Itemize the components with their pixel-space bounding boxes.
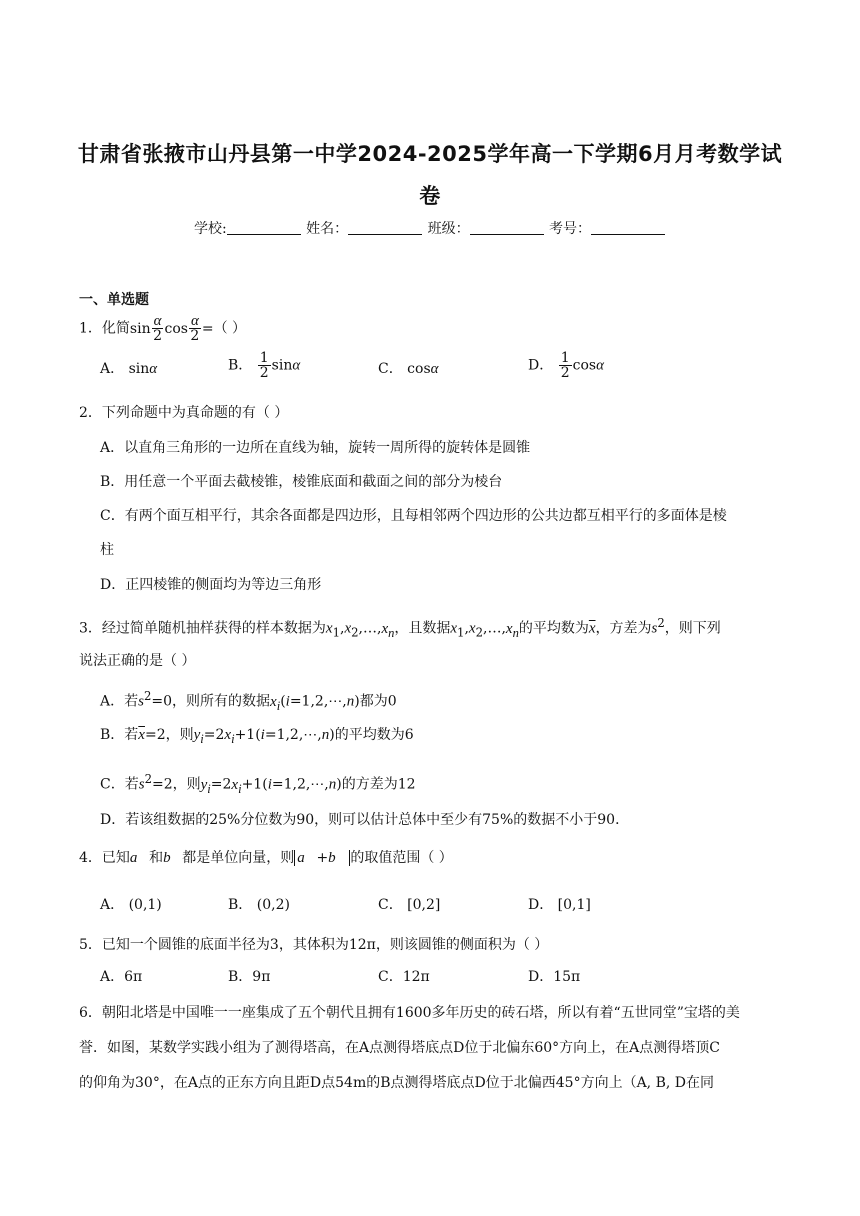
q2-option-b: B．用任意一个平面去截棱锥，棱锥底面和截面之间的部分为棱台 (100, 474, 503, 490)
q2-option-c-continued: 柱 (100, 542, 114, 558)
question-3-stem-continued: 说法正确的是（ ） (79, 653, 196, 669)
section-heading: 一、单选题 (79, 292, 149, 308)
exam-no-blank (591, 221, 665, 235)
q2-option-a: A．以直角三角形的一边所在直线为轴，旋转一周所得的旋转体是圆锥 (100, 440, 531, 456)
q1-option-c: C． cosα (378, 361, 439, 377)
exam-no-label: 考号： (549, 221, 592, 237)
q5-option-d: D．15π (528, 969, 581, 985)
class-blank (470, 221, 544, 235)
question-1-tail: （ ） (213, 320, 247, 337)
q5-option-a: A．6π (100, 969, 143, 985)
q4-option-b: B． (0,2) (228, 897, 290, 913)
school-label: 学校: (193, 221, 227, 237)
q1-option-a: A． sinα (100, 361, 158, 377)
question-4-stem: 4．已知a⃗和b⃗都是单位向量，则 a⃗+b⃗ 的取值范围（ ） (79, 850, 453, 866)
q5-option-c: C．12π (378, 969, 430, 985)
question-6-line-2: 誉．如图，某数学实践小组为了测得塔高，在A点测得塔底点D位于北偏东60°方向上，在A点测得塔顶C (79, 1040, 720, 1056)
name-blank (348, 221, 422, 235)
question-5-stem: 5．已知一个圆锥的底面半径为3，其体积为12π，则该圆锥的侧面积为（ ） (79, 937, 549, 953)
document-title: 甘肃省张掖市山丹县第一中学2024-2025学年高一下学期6月月考数学试 (77, 142, 783, 166)
q1-option-b: B． $\frac{1}{2}$ sinα (228, 350, 301, 381)
q3-option-c: C．若$s^2=2$，则$y_i=2x_i+1(i=1,2,\cdots,n)$的方差为12 (100, 772, 416, 796)
question-6-line-1: 6．朝阳北塔是中国唯一一座集成了五个朝代且拥有1600多年历史的砖石塔，所以有着“五世同堂”宝塔的美 (79, 1005, 740, 1021)
question-1-formula: sin $\frac{\alpha}{2}$ cos $\frac{\alpha}{2}$ = (129, 313, 214, 344)
q3-option-a: A．若$s^2=0$，则所有的数据$x_i(i=1,2,\cdots,n)$都为0 (100, 689, 397, 713)
q5-option-b: B．9π (228, 969, 271, 985)
question-1-stem: 1．化简 (79, 320, 130, 337)
question-1 (79, 314, 246, 343)
student-info-line (0, 218, 860, 238)
name-label: 姓名： (306, 221, 349, 237)
q2-option-c: C．有两个面互相平行，其余各面都是四边形，且每相邻两个四边形的公共边都互相平行的多面体是棱 (100, 508, 727, 524)
question-2-stem: 2．下列命题中为真命题的有（ ） (79, 405, 289, 421)
q4-option-a: A． (0,1) (100, 897, 162, 913)
q2-option-d: D．正四棱锥的侧面均为等边三角形 (100, 577, 322, 593)
q3-option-b: B．若$\overline{x}=2$，则$y_i=2x_i+1(i=1,2,\cdots,n)$的平均数为6 (100, 727, 414, 746)
school-blank (227, 221, 301, 235)
question-3-stem: 3．经过简单随机抽样获得的样本数据为$x_1,x_2,\dots,x_n$，且数据$x_1,x_2,\dots,x_n$的平均数为$\overline{x}$，方差为$s^2$，则下列 (79, 616, 721, 640)
question-6-line-3: 的仰角为30°，在A点的正东方向且距D点54m的B点测得塔底点D位于北偏西45°方向上（A, B, D在同 (79, 1075, 714, 1091)
q4-option-c: C． [0,2] (378, 897, 441, 913)
class-label: 班级： (427, 221, 470, 237)
q4-option-d: D． [0,1] (528, 897, 591, 913)
document-title-continued: 卷 (419, 184, 441, 208)
q3-option-d: D．若该组数据的25%分位数为90，则可以估计总体中至少有75%的数据不小于90． (100, 812, 630, 828)
q1-option-d: D． $\frac{1}{2}$ cosα (528, 350, 604, 381)
